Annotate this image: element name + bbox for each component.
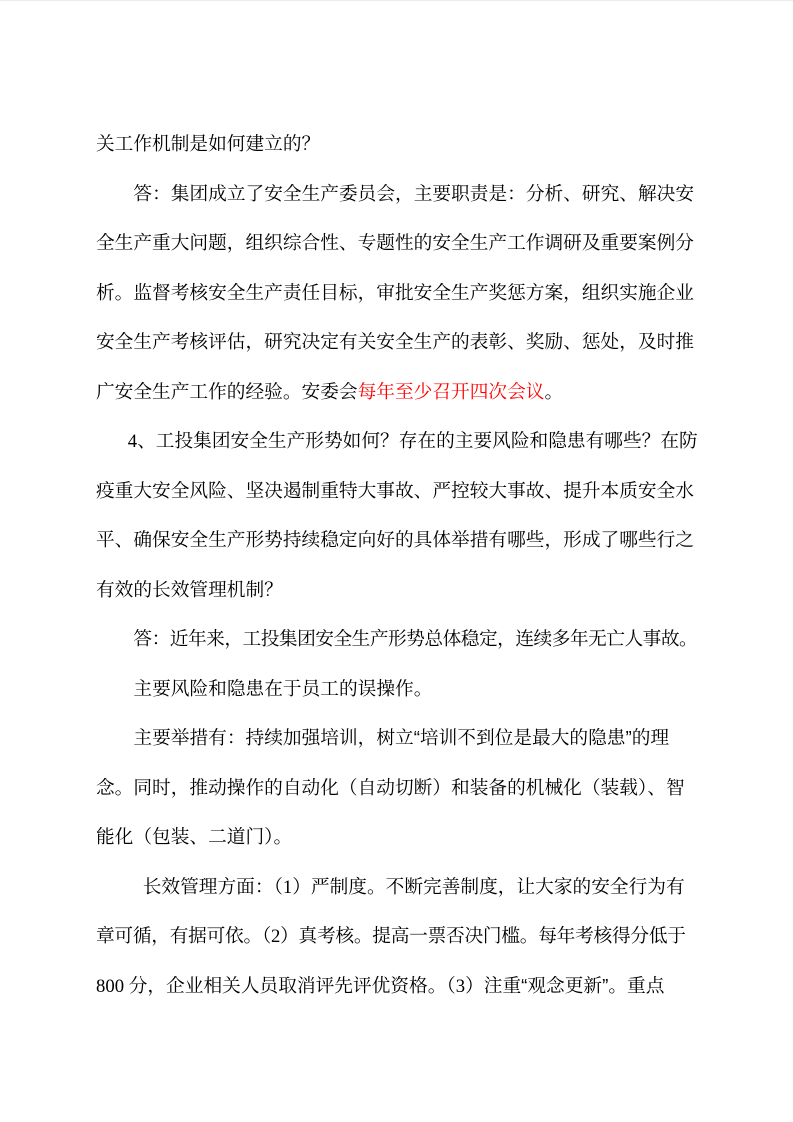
body-text-run: 平、确保安全生产形势持续稳定向好的具体举措有哪些，形成了哪些行之 — [96, 529, 694, 550]
body-text-run: 分，企业相关人员取消评先评优资格。（ — [128, 974, 456, 996]
body-text-run: 800 — [96, 975, 129, 997]
body-text-run: 章可循，有据可依。（ — [96, 925, 272, 946]
page-top-edge — [0, 0, 793, 1]
text-line — [96, 119, 699, 169]
body-text-run: 主要风险和隐患在于员工的误操作。 — [133, 677, 433, 699]
text-line — [96, 862, 699, 912]
text-line — [96, 317, 699, 367]
text-line — [96, 614, 699, 664]
body-text-run: 2 — [271, 926, 281, 947]
body-text-run: 长效管理方面：（ — [142, 875, 283, 897]
text-line — [96, 169, 699, 219]
body-text-run: 疫重大安全风险、坚决遏制重特大事故、严控较大事故、提升本质安全水 — [96, 479, 694, 501]
text-line — [96, 961, 699, 1011]
text-line — [96, 466, 699, 516]
text-line — [96, 565, 699, 615]
body-text-run: 安全生产考核评估，研究决定有关安全生产的表彰、奖励、惩处，及时推 — [96, 331, 694, 352]
body-text-run: 能化（包装、二道门）。 — [96, 826, 293, 847]
body-text-run: 。 — [544, 380, 564, 402]
body-text-run: 答：集团成立了安全生产委员会，主要职责是：分析、研究、解决安 — [133, 182, 695, 204]
body-text-run: 析。监督考核安全生产责任目标，审批安全生产奖惩方案，组织实施企业 — [96, 281, 694, 303]
body-text-run: 1 — [282, 876, 293, 898]
body-text-run: 广安全生产工作的经验。安委会 — [96, 380, 358, 402]
body-text-run: 主要举措有：持续加强培训，树立“培训不到位是最大的隐患”的理 — [133, 727, 670, 748]
body-text-run: 3 — [455, 975, 466, 997]
text-line — [96, 812, 699, 862]
text-line — [96, 367, 699, 417]
body-text-run: 4 — [127, 431, 138, 452]
body-text-run: 有效的长效管理机制？ — [96, 578, 283, 600]
body-text-run: 关工作机制是如何建立的？ — [96, 133, 321, 154]
text-line — [96, 268, 699, 318]
text-line — [96, 416, 699, 466]
body-text-run: ）真考核。提高一票否决门槛。每年考核得分低于 — [280, 925, 686, 946]
text-line — [96, 911, 699, 961]
text-line — [96, 218, 699, 268]
text-line — [96, 763, 699, 813]
highlighted-red-text: 每年至少召开四次会议 — [357, 380, 545, 402]
body-text-run: 念。同时，推动操作的自动化（自动切断）和装备的机械化（装载）、智 — [96, 776, 685, 798]
document-text-body — [96, 119, 699, 1010]
body-text-run: 答：近年来，工投集团安全生产形势总体稳定，连续多年无亡人事故。 — [133, 628, 698, 649]
text-line — [96, 713, 699, 763]
body-text-run: 、工投集团安全生产形势如何？存在的主要风险和隐患有哪些？在防 — [137, 430, 698, 451]
text-line — [96, 515, 699, 565]
text-line — [96, 664, 699, 714]
body-text-run: ）严制度。不断完善制度，让大家的安全行为有 — [292, 875, 685, 897]
body-text-run: 全生产重大问题，组织综合性、专题性的安全生产工作调研及重要案例分 — [96, 232, 694, 253]
body-text-run: ）注重“观念更新”。重点 — [465, 974, 665, 996]
